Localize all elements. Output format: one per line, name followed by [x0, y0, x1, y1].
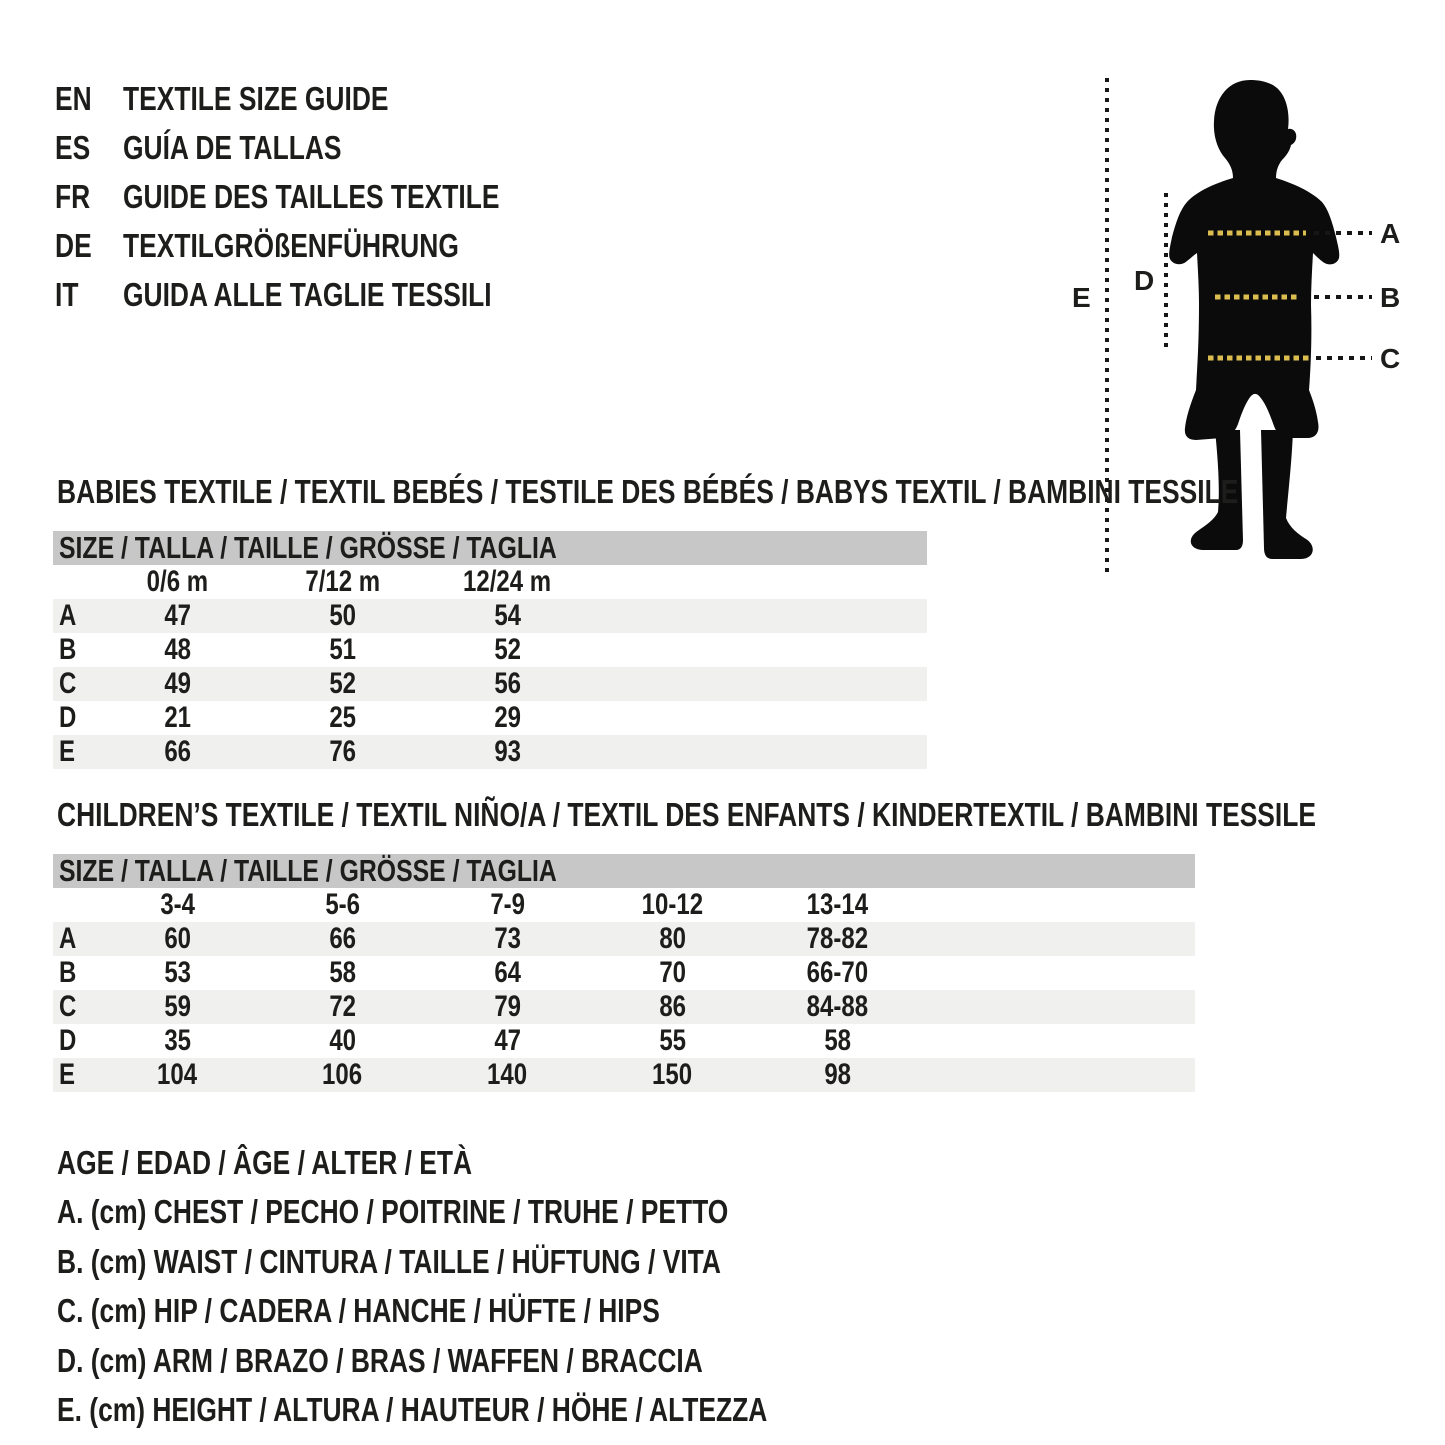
cell-value: 49 — [164, 667, 191, 700]
children-section-title — [57, 795, 1445, 835]
figure-label-D: D — [1134, 265, 1155, 296]
children-table-rows — [53, 922, 1195, 1092]
children-col-10-12: 10-12 — [641, 888, 704, 921]
cell-value: 55 — [659, 1024, 686, 1057]
language-code: DE — [55, 226, 92, 264]
cell-value: 48 — [164, 633, 191, 666]
cell-value: 58 — [824, 1024, 851, 1057]
babies-col-header — [260, 565, 425, 599]
language-code: IT — [55, 275, 79, 313]
legend-waist: B. (cm) WAIST / CINTURA / TAILLE / HÜFTUNG / VITA — [57, 1242, 721, 1280]
cell-value: 47 — [494, 1024, 521, 1057]
children-col-5-6: 5-6 — [325, 888, 360, 921]
table-row-B — [53, 633, 927, 667]
legend-age: AGE / EDAD / ÂGE / ALTER / ETÀ — [57, 1143, 473, 1181]
table-row-E — [53, 1058, 1195, 1092]
babies-section-title — [57, 472, 1445, 512]
babies-col-7-12m: 7/12 m — [305, 565, 380, 598]
row-label: B — [59, 633, 77, 666]
cell-value: 78-82 — [806, 922, 869, 955]
cell-value: 93 — [494, 735, 521, 768]
silhouette-body — [1169, 80, 1339, 440]
table-row-C — [53, 990, 1195, 1024]
children-size-header-text: SIZE / TALLA / TAILLE / GRÖSSE / TAGLIA — [59, 853, 557, 888]
row-label: A — [59, 922, 77, 955]
legend-chest: A. (cm) CHEST / PECHO / POITRINE / TRUHE / PETTO — [57, 1193, 729, 1231]
row-label: B — [59, 956, 77, 989]
cell-value: 52 — [494, 633, 521, 666]
babies-size-header-bar — [53, 531, 927, 565]
babies-size-table — [53, 531, 927, 769]
cell-value: 21 — [164, 701, 191, 734]
children-col-7-9: 7-9 — [490, 888, 525, 921]
cell-value: 86 — [659, 990, 686, 1023]
cell-value: 64 — [494, 956, 521, 989]
row-label: C — [59, 990, 77, 1023]
guide-title-en: TEXTILE SIZE GUIDE — [123, 79, 389, 117]
children-col-3-4: 3-4 — [160, 888, 195, 921]
figure-label-E: E — [1072, 282, 1091, 313]
cell-value: 56 — [494, 667, 521, 700]
babies-table-rows — [53, 599, 927, 769]
guide-title-fr: GUIDE DES TAILLES TEXTILE — [123, 177, 500, 215]
babies-column-headers — [53, 565, 927, 599]
cell-value: 80 — [659, 922, 686, 955]
table-row-D — [53, 1024, 1195, 1058]
figure-label-A: A — [1380, 218, 1401, 249]
figure-label-C: C — [1380, 343, 1401, 374]
cell-value: 66 — [164, 735, 191, 768]
language-code: EN — [55, 79, 92, 117]
language-row-es — [55, 123, 594, 172]
guide-title-it: GUIDA ALLE TAGLIE TESSILI — [123, 275, 492, 313]
cell-value: 150 — [652, 1058, 693, 1091]
language-row-en — [55, 74, 594, 123]
cell-value: 104 — [157, 1058, 198, 1091]
cell-value: 51 — [329, 633, 356, 666]
table-row-E — [53, 735, 927, 769]
language-title-list — [55, 74, 594, 319]
children-col-header — [260, 888, 425, 922]
row-label: E — [59, 735, 76, 768]
table-row-B — [53, 956, 1195, 990]
cell-value: 66 — [329, 922, 356, 955]
table-row-A — [53, 599, 927, 633]
children-col-header — [590, 888, 755, 922]
children-column-headers — [53, 888, 1195, 922]
babies-col-header — [95, 565, 260, 599]
children-col-header — [95, 888, 260, 922]
cell-value: 40 — [329, 1024, 356, 1057]
cell-value: 25 — [329, 701, 356, 734]
cell-value: 58 — [329, 956, 356, 989]
measurement-legend — [57, 1138, 945, 1435]
row-label: D — [59, 1024, 77, 1057]
cell-value: 72 — [329, 990, 356, 1023]
cell-value: 66-70 — [806, 956, 869, 989]
row-label: E — [59, 1058, 76, 1091]
children-size-header-bar — [53, 854, 1195, 888]
babies-col-12-24m: 12/24 m — [463, 565, 552, 598]
cell-value: 79 — [494, 990, 521, 1023]
cell-value: 35 — [164, 1024, 191, 1057]
measurement-figure — [1060, 60, 1445, 600]
cell-value: 50 — [329, 599, 356, 632]
babies-col-0-6m: 0/6 m — [146, 565, 209, 598]
legend-height: E. (cm) HEIGHT / ALTURA / HAUTEUR / HÖHE / ALTEZZA — [57, 1391, 768, 1429]
cell-value: 47 — [164, 599, 191, 632]
row-label: D — [59, 701, 77, 734]
language-code: FR — [55, 177, 91, 215]
cell-value: 73 — [494, 922, 521, 955]
language-row-de — [55, 221, 594, 270]
children-title-text: CHILDREN’S TEXTILE / TEXTIL NIÑO/A / TEXTIL DES ENFANTS / KINDERTEXTIL / BAMBINI TESSILE — [57, 796, 1316, 833]
children-col-header — [755, 888, 920, 922]
babies-size-header-text: SIZE / TALLA / TAILLE / GRÖSSE / TAGLIA — [59, 530, 557, 565]
table-row-D — [53, 701, 927, 735]
children-col-header — [425, 888, 590, 922]
legend-hip: C. (cm) HIP / CADERA / HANCHE / HÜFTE / HIPS — [57, 1292, 660, 1330]
cell-value: 84-88 — [806, 990, 869, 1023]
language-row-fr — [55, 172, 594, 221]
babies-title-text: BABIES TEXTILE / TEXTIL BEBÉS / TESTILE DES BÉBÉS / BABYS TEXTIL / BAMBINI TESSILE — [57, 473, 1239, 510]
cell-value: 52 — [329, 667, 356, 700]
cell-value: 59 — [164, 990, 191, 1023]
row-label: A — [59, 599, 77, 632]
guide-title-de: TEXTILGRÖßENFÜHRUNG — [123, 226, 459, 264]
children-size-table — [53, 854, 1195, 1092]
row-label: C — [59, 667, 77, 700]
cell-value: 70 — [659, 956, 686, 989]
legend-arm: D. (cm) ARM / BRAZO / BRAS / WAFFEN / BRACCIA — [57, 1341, 703, 1379]
figure-label-B: B — [1380, 282, 1401, 313]
cell-value: 29 — [494, 701, 521, 734]
cell-value: 76 — [329, 735, 356, 768]
cell-value: 54 — [494, 599, 521, 632]
language-row-it — [55, 270, 594, 319]
table-row-A — [53, 922, 1195, 956]
table-row-C — [53, 667, 927, 701]
cell-value: 106 — [322, 1058, 363, 1091]
cell-value: 60 — [164, 922, 191, 955]
children-col-13-14: 13-14 — [806, 888, 869, 921]
language-code: ES — [55, 128, 91, 166]
cell-value: 98 — [824, 1058, 851, 1091]
cell-value: 53 — [164, 956, 191, 989]
cell-value: 140 — [487, 1058, 528, 1091]
babies-col-header — [425, 565, 590, 599]
guide-title-es: GUÍA DE TALLAS — [123, 128, 342, 166]
